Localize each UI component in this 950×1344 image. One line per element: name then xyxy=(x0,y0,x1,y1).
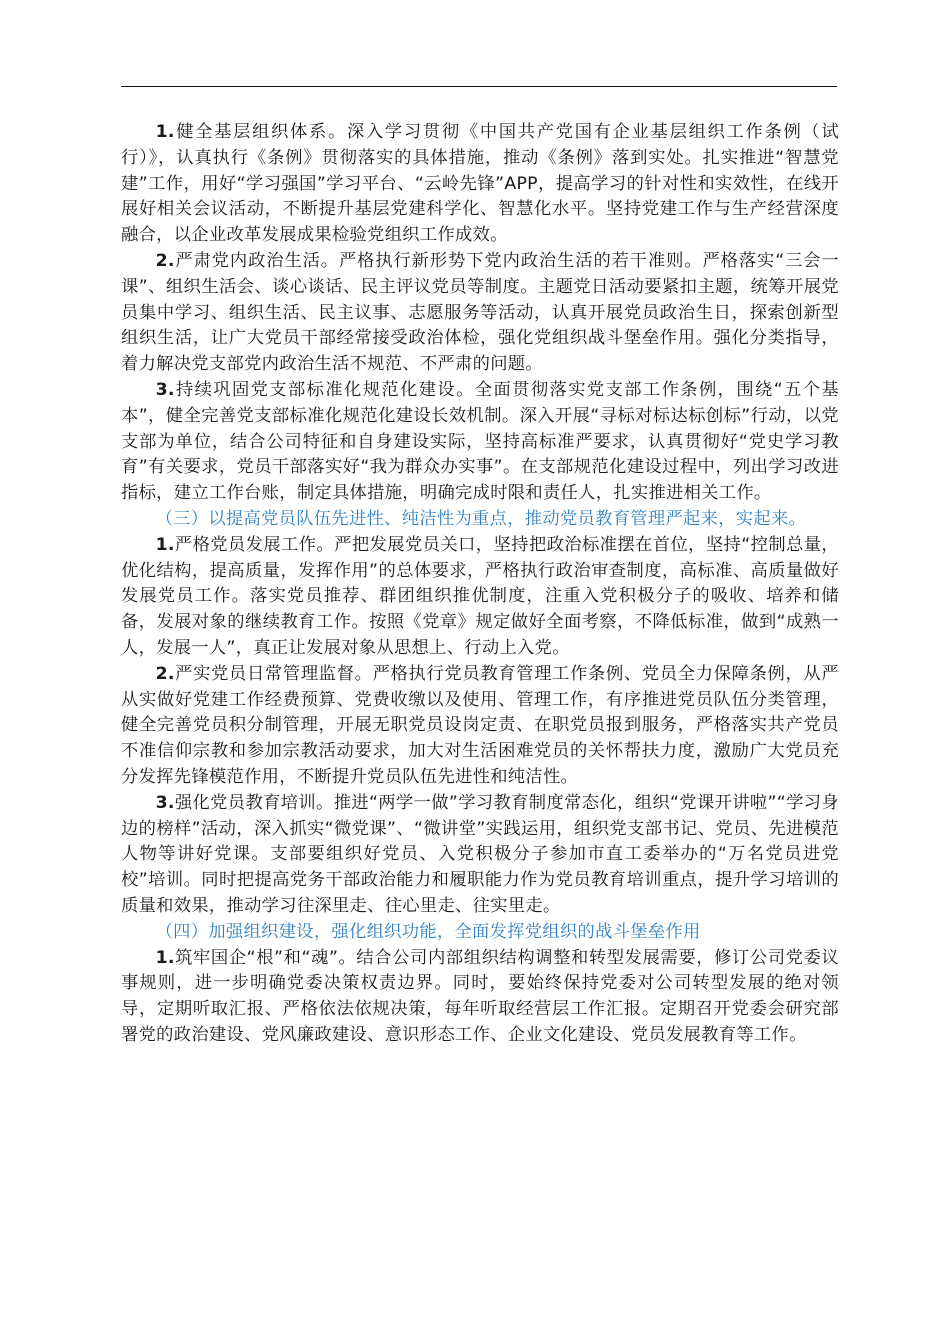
section-heading: （三）以提高党员队伍先进性、纯洁性为重点，推动党员教育管理严起来，实起来。 xyxy=(155,508,807,529)
paragraph: 3.强化党员教育培训。推进“两学一做”学习教育制度常态化，组织“党课开讲啦”“学习身边的榜样”活动，深入抓实“微党课”、“微讲堂”实践运用，组织党支部书记、党员、先进模范人物等讲好党课。支部要组织好党员、入党积极分子参加市直工委举办的“万名党员进党校”培训。同时把提高党务干部政治能力和履职能力作为党员教育培训重点，提升学习培训的质量和效果，推动学习往深里走、往心里走、往实里走。 xyxy=(121,792,839,916)
header-rule xyxy=(121,86,837,87)
paragraph: 3.持续巩固党支部标准化规范化建设。全面贯彻落实党支部工作条例，围绕“五个基本”，健全完善党支部标准化规范化建设长效机制。深入开展“寻标对标达标创标”行动，以党支部为单位，结合公司特征和自身建设实际，坚持高标准严要求，认真贯彻好“党史学习教育”有关要求，党员干部落实好“我为群众办实事”。在支部规范化建设过程中，列出学习改进指标，建立工作台账，制定具体措施，明确完成时限和责任人，扎实推进相关工作。 xyxy=(121,379,839,504)
paragraph: 2.严实党员日常管理监督。严格执行党员教育管理工作条例、党员全力保障条例，从严从实做好党建工作经费预算、党费收缴以及使用、管理工作，有序推进党员队伍分类管理，健全完善党员积分制管理，开展无职党员设岗定责、在职党员报到服务，严格落实共产党员不准信仰宗教和参加宗教活动要求，加大对生活困难党员的关怀帮扶力度，激励广大党员充分发挥先锋模范作用，不断提升党员队伍先进性和纯洁性。 xyxy=(121,663,839,787)
paragraph: 1.筑牢国企“根”和“魂”。结合公司内部组织结构调整和转型发展需要，修订公司党委议事规则，进一步明确党委决策权责边界。同时，要始终保持党委对公司转型发展的绝对领导，定期听取汇报、严格依法依规决策，每年听取经营层工作汇报。定期召开党委会研究部署党的政治建设、党风廉政建设、意识形态工作、企业文化建设、党员发展教育等工作。 xyxy=(121,947,839,1045)
paragraph: 2.严肃党内政治生活。严格执行新形势下党内政治生活的若干准则。严格落实“三会一课”、组织生活会、谈心谈话、民主评议党员等制度。主题党日活动要紧扣主题，统筹开展党员集中学习、组织生活、民主议事、志愿服务等活动，认真开展党员政治生日，探索创新型组织生活，让广大党员干部经常接受政治体检，强化党组织战斗堡垒作用。强化分类指导，着力解决党支部党内政治生活不规范、不严肃的问题。 xyxy=(121,250,839,375)
paragraph: 1.严格党员发展工作。严把发展党员关口，坚持把政治标准摆在首位，坚持“控制总量，优化结构，提高质量，发挥作用”的总体要求，严格执行政治审查制度，高标准、高质量做好发展党员工作。落实党员推荐、群团组织推优制度，注重入党积极分子的吸收、培养和储备，发展对象的继续教育工作。按照《党章》规定做好全面考察，不降低标准，做到“成熟一人，发展一人”，真正让发展对象从思想上、行动上入党。 xyxy=(121,534,839,658)
paragraph: 1.健全基层组织体系。深入学习贯彻《中国共产党国有企业基层组织工作条例（试行）》，认真执行《条例》贯彻落实的具体措施，推动《条例》落到实处。扎实推进“智慧党建”工作，用好“学习强国”学习平台、“云岭先锋”APP，提高学习的针对性和实效性，在线开展好相关会议活动，不断提升基层党建科学化、智慧化水平。坚持党建工作与生产经营深度融合，以企业改革发展成果检验党组织工作成效。 xyxy=(121,122,839,246)
document-body xyxy=(121,120,839,1049)
section-heading: （四）加强组织建设，强化组织功能，全面发挥党组织的战斗堡垒作用 xyxy=(155,921,701,942)
